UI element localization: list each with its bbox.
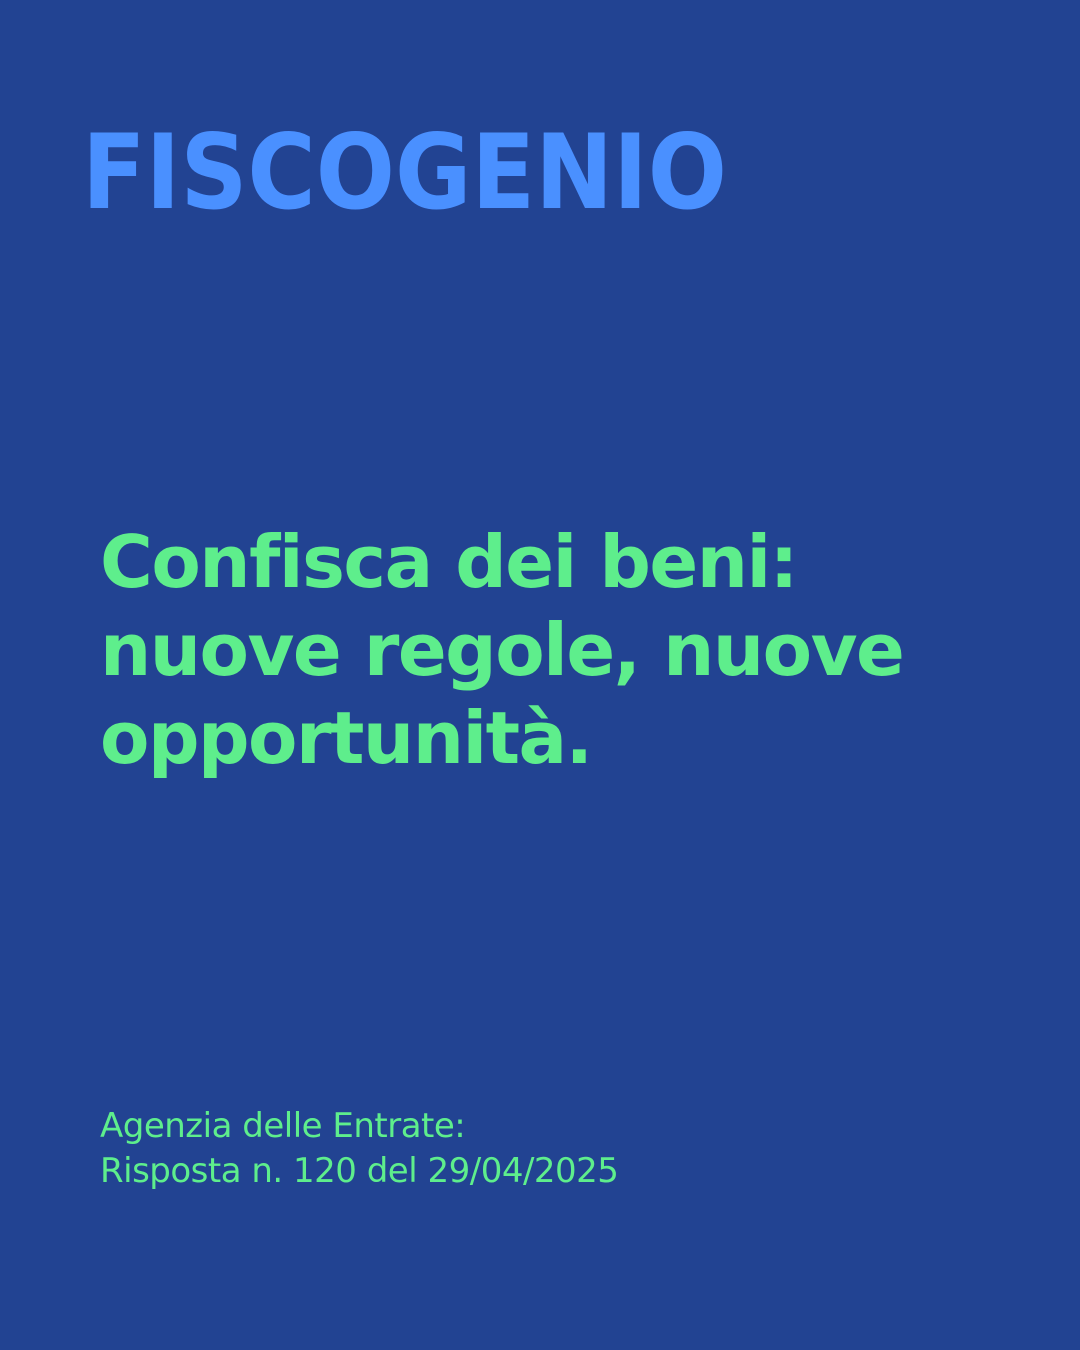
source-document: Risposta n. 120 del 29/04/2025: [100, 1151, 619, 1191]
headline-line-2: nuove regole, nuove: [100, 608, 904, 692]
source-agency: Agenzia delle Entrate:: [100, 1106, 466, 1146]
source-reference: [100, 1104, 900, 1194]
headline: [100, 518, 1000, 782]
fiscogenio-logo: [82, 126, 727, 212]
headline-line-3: opportunità.: [100, 696, 592, 780]
headline-line-1: Confisca dei beni:: [100, 520, 797, 604]
svg-text:FISCOGENIO: FISCOGENIO: [82, 126, 727, 212]
